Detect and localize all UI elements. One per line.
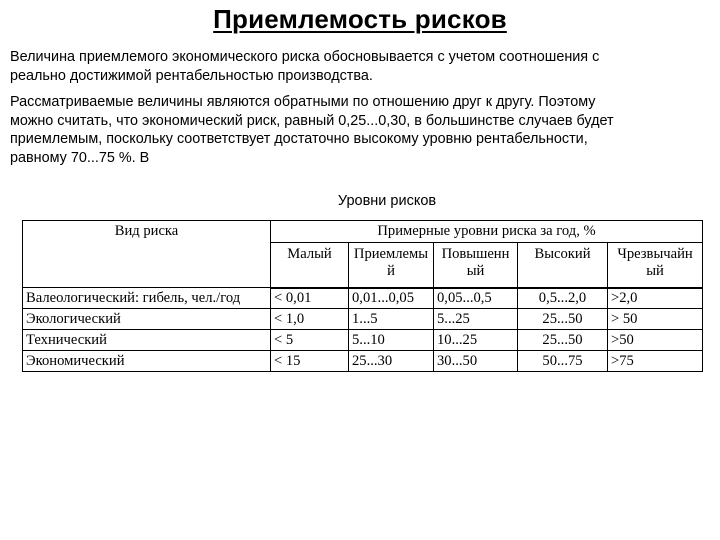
header-risk-levels: Примерные уровни риска за год, % <box>271 221 703 243</box>
cell-elevated: 0,05...0,5 <box>434 288 518 309</box>
column-header-elevated: Повышенн ый <box>434 243 518 288</box>
column-header-acceptable: Приемлемы й <box>349 243 434 288</box>
cell-acceptable: 1...5 <box>349 309 434 330</box>
cell-elevated: 5...25 <box>434 309 518 330</box>
cell-acceptable: 5...10 <box>349 330 434 351</box>
cell-low: < 0,01 <box>271 288 349 309</box>
cell-elevated: 30...50 <box>434 351 518 372</box>
row-name: Экологический <box>23 309 271 330</box>
row-name: Технический <box>23 330 271 351</box>
cell-high: 50...75 <box>518 351 608 372</box>
row-name: Валеологический: гибель, чел./год <box>23 288 271 309</box>
table-row <box>23 351 703 372</box>
explanation-paragraph: Рассматриваемые величины являются обратными по отношению друг к другу. Поэтому можно считать, что экономический риск, равный 0,25...0,30, в большинстве случаев будет приемлемым, поскольку соответствует достаточно высокому уровню рентабельности, равному 70...75 %. В <box>10 94 614 166</box>
table-row <box>23 309 703 330</box>
risk-levels-table <box>22 220 703 372</box>
cell-extreme: > 50 <box>608 309 703 330</box>
cell-acceptable: 0,01...0,05 <box>349 288 434 309</box>
slide-title: Приемлемость рисков <box>213 4 507 34</box>
cell-low: < 15 <box>271 351 349 372</box>
row-name: Экономический <box>23 351 271 372</box>
cell-low: < 5 <box>271 330 349 351</box>
intro-paragraph: Величина приемлемого экономического риска обосновывается с учетом соотношения с реально достижимой рентабельностью производства. <box>10 49 600 84</box>
cell-high: 25...50 <box>518 309 608 330</box>
column-header-extreme: Чрезвычайн ый <box>608 243 703 288</box>
table-row <box>23 288 703 309</box>
cell-extreme: >75 <box>608 351 703 372</box>
cell-low: < 1,0 <box>271 309 349 330</box>
cell-high: 0,5...2,0 <box>518 288 608 309</box>
table-caption: Уровни рисков <box>337 193 437 209</box>
header-risk-type: Вид риска <box>23 221 271 288</box>
cell-extreme: >50 <box>608 330 703 351</box>
cell-acceptable: 25...30 <box>349 351 434 372</box>
cell-elevated: 10...25 <box>434 330 518 351</box>
cell-extreme: >2,0 <box>608 288 703 309</box>
column-header-low: Малый <box>271 243 349 288</box>
column-header-high: Высокий <box>518 243 608 288</box>
table-row <box>23 330 703 351</box>
cell-high: 25...50 <box>518 330 608 351</box>
